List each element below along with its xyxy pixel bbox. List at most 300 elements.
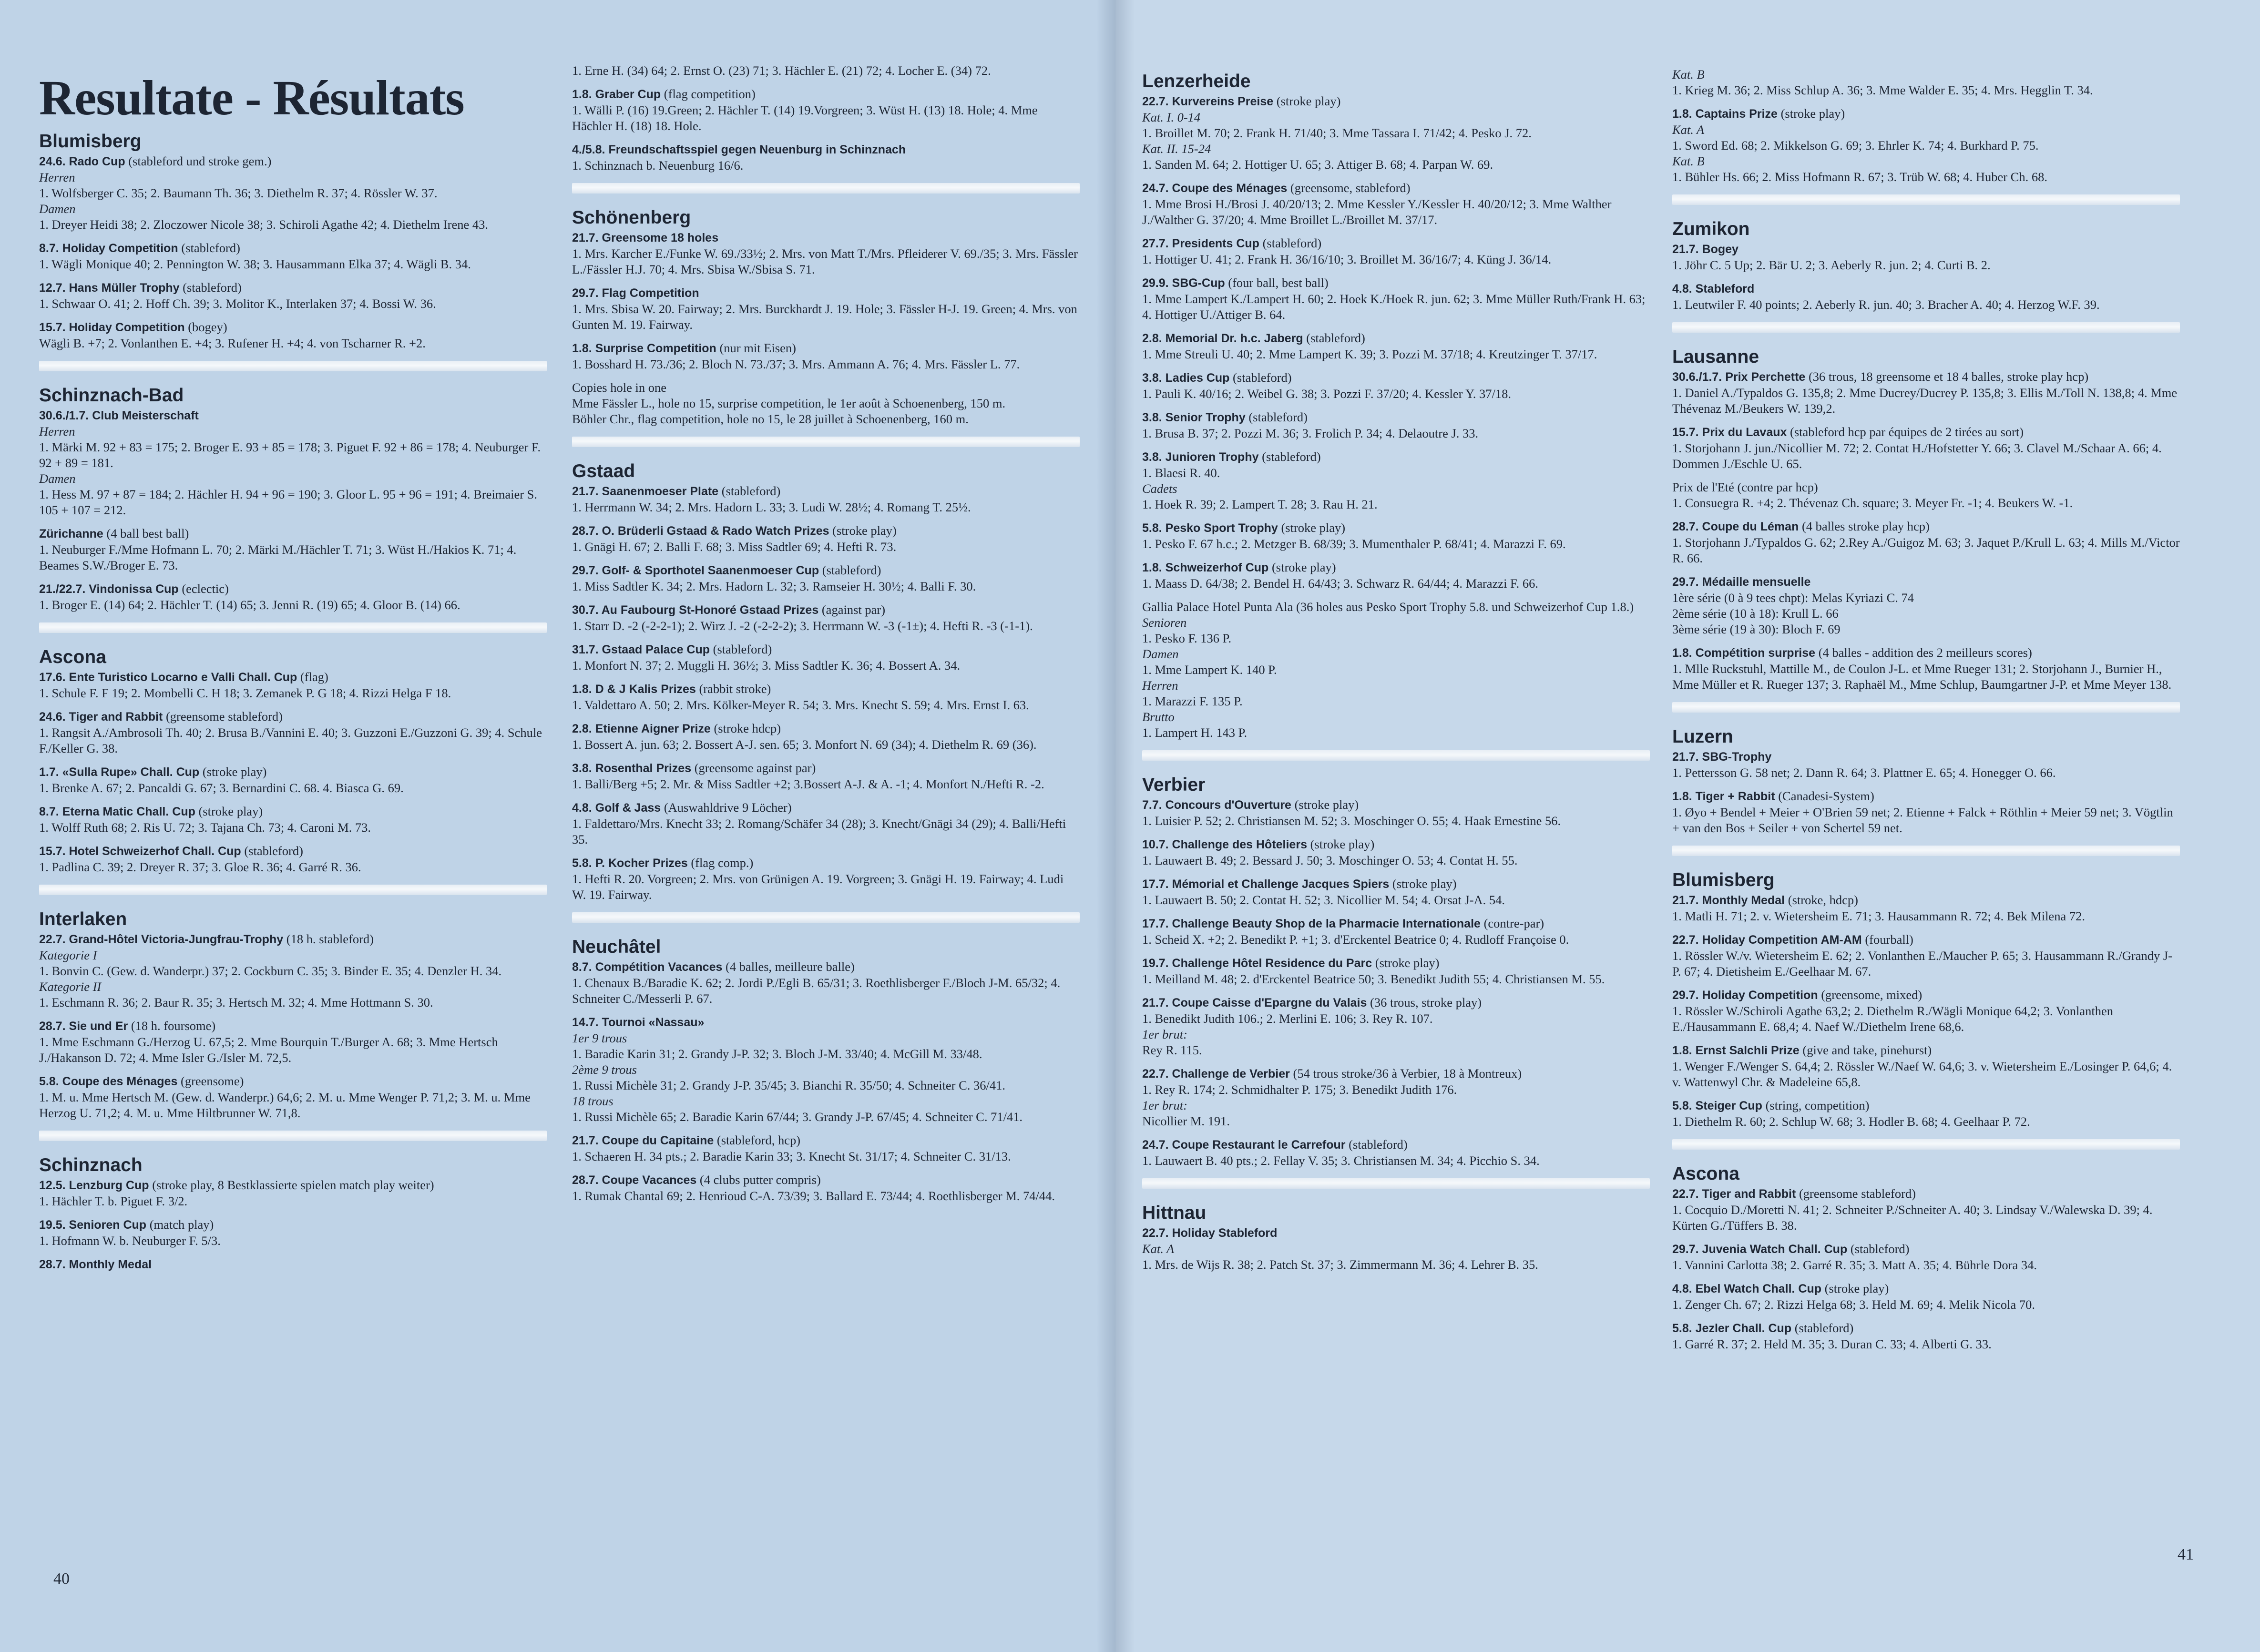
competition-title bbox=[1142, 560, 1650, 576]
competition-format: (fourball) bbox=[1865, 932, 1913, 947]
competition-title bbox=[572, 760, 1080, 776]
competition-format: (bogey) bbox=[188, 320, 227, 334]
competition-name: 3.8. Rosenthal Prizes bbox=[572, 762, 692, 775]
result-line: 1. Broger E. (14) 64; 2. Hächler T. (14) 65; 3. Jenni R. (19) 65; 4. Gloor B. (14) 66. bbox=[39, 598, 460, 612]
competition-result bbox=[572, 1014, 1080, 1125]
result-line: Mme Fässler L., hole no 15, surprise competition, le 1er août à Schoenenberg, 150 m. bbox=[572, 396, 1006, 410]
column-1 bbox=[39, 71, 547, 1280]
result-line: 1. M. u. Mme Hertsch M. (Gew. d. Wanderpr.) 64,6; 2. M. u. Mme Wenger P. 71,2; 3. M. u. Mme Herzog U. 71,2; 4. M. u. Mme Hiltbrunner W. 71,8. bbox=[39, 1090, 531, 1120]
competition-name: 8.7. Compétition Vacances bbox=[572, 960, 723, 974]
competition-result bbox=[39, 526, 547, 573]
competition-result bbox=[572, 380, 1080, 427]
competition-title bbox=[1672, 645, 2180, 661]
competition-format: (stroke, hdcp) bbox=[1788, 893, 1858, 907]
category-label: 1er brut: bbox=[1142, 1027, 1187, 1041]
result-line: 1. Monfort N. 37; 2. Muggli H. 36½; 3. Miss Sadtler K. 36; 4. Bossert A. 34. bbox=[572, 658, 961, 673]
competition-format: (stroke play) bbox=[1780, 106, 1845, 121]
competition-title bbox=[1672, 892, 2180, 908]
competition-title bbox=[572, 483, 1080, 500]
competition-result bbox=[39, 764, 547, 796]
competition-format: (stableford) bbox=[1306, 331, 1365, 345]
club-heading: Interlaken bbox=[39, 909, 127, 929]
competition-title bbox=[1672, 1320, 2180, 1336]
result-line: 1. Schwaar O. 41; 2. Hoff Ch. 39; 3. Molitor K., Interlaken 37; 4. Bossi W. 36. bbox=[39, 296, 436, 311]
competition-title bbox=[572, 142, 1080, 158]
competition-result bbox=[1672, 424, 2180, 472]
result-line: 1. Bosshard H. 73./36; 2. Bloch N. 73./37; 3. Mrs. Ammann A. 76; 4. Mrs. Fässler L. 77. bbox=[572, 357, 1020, 371]
competition-name: 22.7. Holiday Competition AM-AM bbox=[1672, 933, 1862, 947]
competition-result bbox=[1142, 916, 1650, 948]
page-gutter bbox=[1096, 0, 1135, 1652]
competition-result bbox=[1672, 645, 2180, 693]
competition-title bbox=[1672, 788, 2180, 805]
competition-format: (Canadesi-System) bbox=[1778, 789, 1874, 803]
result-line: 1. Padlina C. 39; 2. Dreyer R. 37; 3. Gloe R. 36; 4. Garré R. 36. bbox=[39, 860, 361, 874]
competition-title bbox=[1142, 876, 1650, 892]
competition-format: (stableford) bbox=[1248, 410, 1308, 424]
result-line: 1. Wolfsberger C. 35; 2. Baumann Th. 36; 3. Diethelm R. 37; 4. Rössler W. 37. bbox=[39, 186, 438, 200]
result-line: 1. Sanden M. 64; 2. Hottiger U. 65; 3. Attiger B. 68; 4. Parpan W. 69. bbox=[1142, 157, 1493, 172]
competition-name: 4.8. Stableford bbox=[1672, 282, 1755, 296]
competition-name: 29.7. Juvenia Watch Chall. Cup bbox=[1672, 1243, 1848, 1256]
competition-title bbox=[39, 804, 547, 820]
competition-title bbox=[39, 709, 547, 725]
club-heading: Luzern bbox=[1672, 726, 1733, 747]
competition-name: 28.7. Sie und Er bbox=[39, 1020, 128, 1033]
club-heading: Neuchâtel bbox=[572, 937, 661, 957]
competition-result bbox=[39, 240, 547, 272]
competition-title bbox=[1142, 1225, 1650, 1241]
competition-name: 12.5. Lenzburg Cup bbox=[39, 1179, 149, 1192]
competition-title bbox=[1672, 1098, 2180, 1114]
result-line: 1. Lauwaert B. 50; 2. Contat H. 52; 3. Nicollier M. 54; 4. Orsat J-A. 54. bbox=[1142, 893, 1505, 907]
result-line: 1. Øyo + Bendel + Meier + O'Brien 59 net; 2. Etienne + Falck + Röthlin + Meier 59 net; 3. Vögtlin + van den Bos + Seiler + von Schertel 59 net. bbox=[1672, 805, 2173, 835]
result-line: Copies hole in one bbox=[572, 380, 666, 395]
result-line: 1. Mme Streuli U. 40; 2. Mme Lampert K. 39; 3. Pozzi M. 37/18; 4. Kreutzinger T. 37/17. bbox=[1142, 347, 1597, 361]
competition-result bbox=[572, 602, 1080, 634]
competition-result bbox=[39, 1177, 547, 1209]
competition-format: (stableford) bbox=[1349, 1137, 1408, 1152]
competition-name: 30.6./1.7. Prix Perchette bbox=[1672, 370, 1806, 384]
competition-result bbox=[39, 804, 547, 836]
result-line: 2ème série (10 à 18): Krull L. 66 bbox=[1672, 606, 1839, 621]
competition-title bbox=[39, 581, 547, 597]
club-heading: Verbier bbox=[1142, 775, 1206, 795]
competition-title bbox=[572, 855, 1080, 871]
competition-result bbox=[39, 1018, 547, 1066]
competition-name: 1.8. Compétition surprise bbox=[1672, 646, 1816, 660]
result-line: Böhler Chr., flag competition, hole no 15, le 28 juillet à Schoenenberg, 160 m. bbox=[572, 412, 969, 426]
result-line: 1. Rumak Chantal 69; 2. Henrioud C-A. 73/39; 3. Ballard E. 73/44; 4. Roethlisberger M. 74/44. bbox=[572, 1189, 1055, 1203]
page-number-right: 41 bbox=[2178, 1546, 2194, 1563]
competition-format: (flag competition) bbox=[664, 87, 756, 101]
result-line: 1. Zenger Ch. 67; 2. Rizzi Helga 68; 3. Held M. 69; 4. Melik Nicola 70. bbox=[1672, 1297, 2035, 1312]
competition-format: (4 balles, meilleure balle) bbox=[726, 959, 855, 974]
club-heading: Schönenberg bbox=[572, 207, 691, 228]
competition-name: 10.7. Challenge des Hôteliers bbox=[1142, 838, 1307, 851]
competition-result bbox=[1142, 1137, 1650, 1169]
competition-title bbox=[39, 1073, 547, 1090]
competition-title bbox=[1142, 449, 1650, 465]
result-line: 1. Cocquio D./Moretti N. 41; 2. Schneiter P./Schneiter A. 40; 3. Lindsay V./Walewska D. 39; 4. Kürten G./Tüffers B. 38. bbox=[1672, 1203, 2153, 1233]
competition-result bbox=[39, 931, 547, 1010]
competition-result bbox=[1672, 1241, 2180, 1273]
result-line: 1. Krieg M. 36; 2. Miss Schlup A. 36; 3. Mme Walder E. 35; 4. Mrs. Hegglin T. 34. bbox=[1672, 83, 2093, 97]
competition-title bbox=[1142, 235, 1650, 252]
competition-result bbox=[1142, 836, 1650, 868]
competition-result bbox=[1142, 599, 1650, 741]
competition-name: 29.7. Médaille mensuelle bbox=[1672, 575, 1811, 589]
competition-name: 8.7. Eterna Matic Chall. Cup bbox=[39, 805, 195, 818]
competition-name: 24.7. Coupe des Ménages bbox=[1142, 182, 1288, 195]
competition-name: 8.7. Holiday Competition bbox=[39, 242, 178, 255]
competition-name: 12.7. Hans Müller Trophy bbox=[39, 281, 180, 295]
result-line: 1. Mrs. Karcher E./Funke W. 69./33½; 2. Mrs. von Matt T./Mrs. Pfleiderer V. 69./35; 3. Mrs. Fässler L./Fässler H.J. 70; 4. Mrs. Sbisa W./Sbisa S. 71. bbox=[572, 246, 1078, 276]
competition-title bbox=[1672, 106, 2180, 122]
competition-format: (stroke play) bbox=[1392, 877, 1457, 891]
competition-name: 21.7. Coupe Caisse d'Epargne du Valais bbox=[1142, 996, 1367, 1010]
competition-title bbox=[1672, 1241, 2180, 1257]
result-line: 1. Storjohann J. jun./Nicollier M. 72; 2. Contat H./Hofstetter Y. 66; 3. Clavel M./Schaar A. 66; 4. Dommen J./Eschle U. 65. bbox=[1672, 441, 2162, 471]
result-line: 1. Pesko F. 67 h.c.; 2. Metzger B. 68/39; 3. Mumenthaler P. 68/41; 4. Marazzi F. 69. bbox=[1142, 537, 1566, 551]
competition-title bbox=[1672, 281, 2180, 297]
competition-name: 17.7. Mémorial et Challenge Jacques Spiers bbox=[1142, 877, 1390, 891]
competition-name: 2.8. Etienne Aigner Prize bbox=[572, 722, 711, 735]
competition-format: (four ball, best ball) bbox=[1228, 275, 1329, 290]
competition-format: (against par) bbox=[821, 602, 886, 617]
competition-result bbox=[1672, 519, 2180, 566]
competition-result bbox=[572, 681, 1080, 713]
competition-name: 21.7. SBG-Trophy bbox=[1672, 750, 1772, 764]
competition-format: (stableford) bbox=[1262, 449, 1321, 464]
competition-result bbox=[1142, 797, 1650, 829]
competition-name: 3.8. Senior Trophy bbox=[1142, 411, 1246, 424]
competition-name: 4./5.8. Freundschaftsspiel gegen Neuenburg in Schinznach bbox=[572, 143, 906, 156]
competition-name: 7.7. Concours d'Ouverture bbox=[1142, 798, 1291, 812]
competition-title bbox=[572, 721, 1080, 737]
competition-title bbox=[1672, 241, 2180, 257]
result-line: 1. Brenke A. 67; 2. Pancaldi G. 67; 3. Bernardini C. 68. 4. Biasca G. 69. bbox=[39, 781, 404, 795]
competition-name: 5.8. P. Kocher Prizes bbox=[572, 857, 688, 870]
result-line: 1. Bonvin C. (Gew. d. Wanderpr.) 37; 2. Cockburn C. 35; 3. Binder E. 35; 4. Denzler H. 34. bbox=[39, 964, 502, 978]
competition-title bbox=[1142, 180, 1650, 196]
competition-title bbox=[572, 285, 1080, 301]
competition-name: 14.7. Tournoi «Nassau» bbox=[572, 1016, 705, 1029]
result-line: 1ère série (0 à 9 tees chpt): Melas Kyriazi C. 74 bbox=[1672, 591, 1914, 605]
category-label: Kategorie I bbox=[39, 948, 97, 962]
competition-title bbox=[1672, 932, 2180, 948]
competition-result bbox=[572, 1172, 1080, 1204]
competition-format: (stroke play) bbox=[1294, 797, 1359, 812]
result-line: 1. Pesko F. 136 P. bbox=[1142, 631, 1232, 645]
competition-title bbox=[1142, 409, 1650, 426]
competition-result bbox=[39, 843, 547, 875]
result-line: 1. Wenger F./Wenger S. 64,4; 2. Rössler W./Naef W. 64,6; 3. v. Wietersheim E./Losinger P. 64,6; 4. v. Wattenwyl Chr. & Madeleine 65,8. bbox=[1672, 1059, 2172, 1089]
category-label: 18 trous bbox=[572, 1094, 614, 1108]
competition-name: 5.8. Pesko Sport Trophy bbox=[1142, 521, 1278, 535]
result-line: 1. Eschmann R. 36; 2. Baur R. 35; 3. Hertsch M. 32; 4. Mme Hottmann S. 30. bbox=[39, 995, 433, 1010]
page-number-left: 40 bbox=[53, 1570, 70, 1588]
competition-result bbox=[39, 1217, 547, 1249]
competition-result bbox=[572, 142, 1080, 173]
result-line: 1. Pauli K. 40/16; 2. Weibel G. 38; 3. Pozzi F. 37/20; 4. Kessler Y. 37/18. bbox=[1142, 387, 1512, 401]
category-label: Herren bbox=[1142, 678, 1178, 693]
result-line: 1. Märki M. 92 + 83 = 175; 2. Broger E. 93 + 85 = 178; 3. Piguet F. 92 + 86 = 178; 4. Neuburger F. 92 + 89 = 181. bbox=[39, 440, 541, 470]
competition-format: (18 h. stableford) bbox=[286, 932, 374, 946]
competition-title bbox=[39, 526, 547, 542]
competition-name: 3.8. Junioren Trophy bbox=[1142, 450, 1259, 464]
competition-result bbox=[39, 153, 547, 233]
competition-format: (stableford) bbox=[713, 642, 772, 656]
result-line: 1. Russi Michèle 31; 2. Grandy J-P. 35/45; 3. Bianchi R. 35/50; 4. Schneiter C. 36/41. bbox=[572, 1078, 1006, 1092]
competition-result bbox=[39, 408, 547, 518]
competition-title bbox=[572, 681, 1080, 697]
competition-result bbox=[1672, 932, 2180, 979]
club-heading: Lenzerheide bbox=[1142, 71, 1251, 92]
competition-format: (contre-par) bbox=[1483, 916, 1544, 930]
competition-format: (36 trous, 18 greensome et 18 4 balles, stroke play hcp) bbox=[1808, 369, 2089, 384]
competition-name: 5.8. Coupe des Ménages bbox=[39, 1075, 178, 1088]
result-line: 1. Maass D. 64/38; 2. Bendel H. 64/43; 3. Schwarz R. 64/44; 4. Marazzi F. 66. bbox=[1142, 576, 1539, 591]
competition-name: 1.7. «Sulla Rupe» Chall. Cup bbox=[39, 765, 200, 779]
competition-result bbox=[572, 721, 1080, 753]
competition-format: (18 h. foursome) bbox=[131, 1019, 216, 1033]
competition-result bbox=[1672, 106, 2180, 185]
competition-title bbox=[39, 843, 547, 859]
club-heading: Hittnau bbox=[1142, 1203, 1207, 1223]
result-line: 1. Hottiger U. 41; 2. Frank H. 36/16/10; 3. Broillet M. 36/16/7; 4. Küng J. 36/14. bbox=[1142, 252, 1552, 266]
competition-name: 1.8. Schweizerhof Cup bbox=[1142, 561, 1269, 574]
competition-title bbox=[1142, 275, 1650, 291]
competition-result bbox=[572, 800, 1080, 847]
competition-name: 29.7. Holiday Competition bbox=[1672, 989, 1818, 1002]
competition-result bbox=[1672, 1281, 2180, 1313]
competition-name: 27.7. Presidents Cup bbox=[1142, 237, 1259, 250]
result-line: 1. Hächler T. b. Piguet F. 3/2. bbox=[39, 1194, 188, 1208]
category-label: 1er 9 trous bbox=[572, 1031, 627, 1045]
competition-title bbox=[1672, 1281, 2180, 1297]
section-divider bbox=[39, 1131, 547, 1141]
competition-result bbox=[1142, 1066, 1650, 1129]
competition-format: (stableford) bbox=[1233, 370, 1292, 385]
competition-format: (4 balles - addition des 2 meilleurs scores) bbox=[1818, 645, 2032, 660]
competition-format: (stroke play) bbox=[202, 765, 267, 779]
competition-title bbox=[1672, 369, 2180, 385]
category-label: Kat. II. 15-24 bbox=[1142, 142, 1211, 156]
competition-title bbox=[39, 240, 547, 256]
competition-format: (stroke play) bbox=[832, 523, 897, 538]
competition-title bbox=[1142, 916, 1650, 932]
result-line: 1. Consuegra R. +4; 2. Thévenaz Ch. square; 3. Meyer Fr. -1; 4. Beukers W. -1. bbox=[1672, 496, 2073, 510]
result-line: 1. Meilland M. 48; 2. d'Erckentel Beatrice 50; 3. Benedikt Judith 55; 4. Christiansen M. 55. bbox=[1142, 972, 1605, 986]
competition-title bbox=[1672, 519, 2180, 535]
competition-result bbox=[1142, 330, 1650, 362]
competition-name: 22.7. Grand-Hôtel Victoria-Jungfrau-Trophy bbox=[39, 933, 284, 946]
competition-name: 30.7. Au Faubourg St-Honoré Gstaad Prizes bbox=[572, 603, 819, 617]
section-divider bbox=[572, 437, 1080, 447]
competition-name: 1.8. D & J Kalis Prizes bbox=[572, 683, 696, 696]
competition-result bbox=[1142, 409, 1650, 441]
competition-title bbox=[572, 86, 1080, 102]
result-line: 1. Gnägi H. 67; 2. Balli F. 68; 3. Miss Sadtler 69; 4. Hefti R. 73. bbox=[572, 540, 897, 554]
result-line: 1. Lauwaert B. 49; 2. Bessard J. 50; 3. Moschinger O. 53; 4. Contat H. 55. bbox=[1142, 853, 1518, 867]
category-label: Kat. I. 0-14 bbox=[1142, 110, 1201, 124]
result-line: 1. Vannini Carlotta 38; 2. Garré R. 35; 3. Matt A. 35; 4. Bührle Dora 34. bbox=[1672, 1258, 2037, 1272]
result-line: 1. Schaeren H. 34 pts.; 2. Baradie Karin 33; 3. Knecht St. 31/17; 4. Schneiter C. 31/13. bbox=[572, 1149, 1011, 1163]
competition-result bbox=[572, 285, 1080, 333]
result-line: 1. Scheid X. +2; 2. Benedikt P. +1; 3. d'Erckentel Beatrice 0; 4. Rudloff Françoise 0. bbox=[1142, 932, 1569, 947]
competition-result bbox=[1142, 1225, 1650, 1273]
competition-name: 15.7. Prix du Lavaux bbox=[1672, 426, 1787, 439]
competition-name: 22.7. Challenge de Verbier bbox=[1142, 1067, 1290, 1081]
category-label: Herren bbox=[39, 170, 75, 184]
competition-format: (stableford) bbox=[822, 563, 881, 577]
competition-title bbox=[1142, 93, 1650, 110]
competition-title bbox=[1142, 520, 1650, 536]
column-3 bbox=[1142, 67, 1650, 1280]
result-line: 1. Starr D. -2 (-2-2-1); 2. Wirz J. -2 (-2-2-2); 3. Herrmann W. -3 (-1±); 4. Hefti R. -3 (-1-1). bbox=[572, 619, 1033, 633]
competition-result bbox=[1672, 987, 2180, 1035]
competition-title bbox=[39, 1256, 547, 1273]
competition-name: 21.7. Coupe du Capitaine bbox=[572, 1134, 714, 1147]
competition-name: 29.7. Flag Competition bbox=[572, 286, 699, 300]
competition-name: 21.7. Bogey bbox=[1672, 243, 1738, 256]
competition-result bbox=[1142, 955, 1650, 987]
competition-title bbox=[1142, 836, 1650, 853]
result-line: 1. Benedikt Judith 106.; 2. Merlini E. 106; 3. Rey R. 107. bbox=[1142, 1011, 1433, 1026]
competition-format: (4 ball best ball) bbox=[106, 526, 189, 540]
competition-result bbox=[39, 1256, 547, 1273]
competition-format: (54 trous stroke/36 à Verbier, 18 à Montreux) bbox=[1293, 1066, 1522, 1081]
category-label: Damen bbox=[39, 471, 76, 486]
result-line: 1. Garré R. 37; 2. Held M. 35; 3. Duran C. 33; 4. Alberti G. 33. bbox=[1672, 1337, 1992, 1351]
result-line: 1. Mme Lampert K. 140 P. bbox=[1142, 663, 1277, 677]
competition-name: 28.7. Coupe Vacances bbox=[572, 1173, 697, 1187]
competition-result bbox=[572, 562, 1080, 594]
competition-result bbox=[1142, 93, 1650, 173]
result-line: 1. Baradie Karin 31; 2. Grandy J-P. 32; 3. Bloch J-M. 33/40; 4. McGill M. 33/48. bbox=[572, 1047, 982, 1061]
category-label: Kat. B bbox=[1672, 154, 1705, 168]
column-4 bbox=[1672, 67, 2180, 1360]
result-line: 1. Hefti R. 20. Vorgreen; 2. Mrs. von Grünigen A. 19. Vorgreen; 3. Gnägi H. 19. Fairway; 4. Ludi W. 19. Fairway. bbox=[572, 872, 1064, 902]
competition-result bbox=[572, 340, 1080, 372]
competition-name: 24.7. Coupe Restaurant le Carrefour bbox=[1142, 1138, 1346, 1152]
competition-format: (rabbit stroke) bbox=[699, 682, 771, 696]
competition-name: 15.7. Holiday Competition bbox=[39, 321, 185, 334]
section-divider bbox=[572, 912, 1080, 923]
section-divider bbox=[1142, 1178, 1650, 1189]
competition-title bbox=[1142, 1137, 1650, 1153]
competition-title bbox=[572, 1172, 1080, 1188]
competition-title bbox=[572, 602, 1080, 618]
category-label: Kat. B bbox=[1672, 67, 1705, 82]
result-line: Nicollier M. 191. bbox=[1142, 1114, 1230, 1128]
competition-result bbox=[1142, 876, 1650, 908]
competition-format: (stableford) bbox=[1794, 1321, 1854, 1335]
competition-format: (stroke play) bbox=[1310, 837, 1375, 851]
club-heading: Blumisberg bbox=[39, 131, 142, 152]
result-line: 1. Diethelm R. 60; 2. Schlup W. 68; 3. Hodler B. 68; 4. Geelhaar P. 72. bbox=[1672, 1114, 2030, 1129]
competition-title bbox=[572, 1132, 1080, 1149]
result-line: 1. Lauwaert B. 40 pts.; 2. Fellay V. 35; 3. Christiansen M. 34; 4. Picchio S. 34. bbox=[1142, 1153, 1540, 1168]
competition-name: 21.7. Greensome 18 holes bbox=[572, 231, 719, 245]
competition-result bbox=[572, 1132, 1080, 1164]
result-line: 1. Bühler Hs. 66; 2. Miss Hofmann R. 67; 3. Trüb W. 68; 4. Huber Ch. 68. bbox=[1672, 170, 2047, 184]
competition-name: 22.7. Holiday Stableford bbox=[1142, 1226, 1278, 1240]
competition-title bbox=[1672, 987, 2180, 1003]
competition-name: 5.8. Jezler Chall. Cup bbox=[1672, 1322, 1792, 1335]
result-line: 1. Rangsit A./Ambrosoli Th. 40; 2. Brusa B./Vannini E. 40; 3. Guzzoni E./Guzzoni G. 39; 4. Schule F./Keller G. 38. bbox=[39, 725, 542, 755]
club-heading: Blumisberg bbox=[1672, 870, 1775, 890]
club-heading: Ascona bbox=[39, 647, 106, 667]
competition-name: 17.7. Challenge Beauty Shop de la Pharmacie Internationale bbox=[1142, 917, 1481, 930]
result-line: 1. Leutwiler F. 40 points; 2. Aeberly R. jun. 40; 3. Bracher A. 40; 4. Herzog W.F. 39. bbox=[1672, 297, 2100, 312]
result-line: 1. Storjohann J./Typaldos G. 62; 2.Rey A./Guigoz M. 63; 3. Jaquet P./Krull L. 63; 4. Mills M./Victor R. 66. bbox=[1672, 535, 2180, 565]
club-heading: Ascona bbox=[1672, 1163, 1739, 1184]
result-line: 1. Wolff Ruth 68; 2. Ris U. 72; 3. Tajana Ch. 73; 4. Caroni M. 73. bbox=[39, 820, 371, 835]
result-line: 1. Schule F. F 19; 2. Mombelli C. H 18; 3. Zemanek P. G 18; 4. Rizzi Helga F 18. bbox=[39, 686, 451, 700]
competition-name: 28.7. Coupe du Léman bbox=[1672, 520, 1799, 533]
competition-title bbox=[572, 800, 1080, 816]
result-line: 1. Mme Eschmann G./Herzog U. 67,5; 2. Mme Bourquin T./Burger A. 68; 3. Mme Hertsch J./Hakanson D. 72; 4. Mme Isler G./Isler M. 72,5. bbox=[39, 1035, 498, 1065]
competition-result bbox=[39, 709, 547, 756]
result-line: 1. Faldettaro/Mrs. Knecht 33; 2. Romang/Schäfer 34 (28); 3. Knecht/Gnägi 34 (29); 4. Balli/Hefti 35. bbox=[572, 816, 1066, 846]
competition-title bbox=[1142, 995, 1650, 1011]
competition-title bbox=[1142, 797, 1650, 813]
competition-title bbox=[1142, 330, 1650, 347]
section-divider bbox=[1672, 1139, 2180, 1150]
competition-result bbox=[1142, 180, 1650, 228]
result-line: 1. Marazzi F. 135 P. bbox=[1142, 694, 1243, 708]
competition-format: (stroke play) bbox=[1375, 956, 1440, 970]
category-label: Senioren bbox=[1142, 615, 1187, 630]
competition-title bbox=[39, 1217, 547, 1233]
competition-name: 24.6. Tiger and Rabbit bbox=[39, 710, 163, 724]
competition-title bbox=[1142, 370, 1650, 386]
competition-result bbox=[572, 230, 1080, 277]
result-line: 1. Wägli Monique 40; 2. Pennington W. 38; 3. Hausammann Elka 37; 4. Wägli B. 34. bbox=[39, 257, 471, 271]
competition-title bbox=[39, 669, 547, 685]
competition-result bbox=[572, 63, 1080, 79]
result-line: 1. Rey R. 174; 2. Schmidhalter P. 175; 3. Benedikt Judith 176. bbox=[1142, 1082, 1457, 1097]
competition-format: (greensome) bbox=[181, 1074, 244, 1088]
result-line: 1. Herrmann W. 34; 2. Mrs. Hadorn L. 33; 3. Ludi W. 28½; 4. Romang T. 25½. bbox=[572, 500, 971, 514]
club-heading: Lausanne bbox=[1672, 347, 1759, 367]
competition-title bbox=[1672, 424, 2180, 440]
section-divider bbox=[1672, 194, 2180, 205]
competition-result bbox=[572, 483, 1080, 515]
competition-name: 1.8. Captains Prize bbox=[1672, 107, 1778, 121]
competition-format: (stableford, hcp) bbox=[716, 1133, 801, 1147]
section-divider bbox=[1672, 846, 2180, 856]
result-line: 1. Luisier P. 52; 2. Christiansen M. 52; 3. Moschinger O. 55; 4. Haak Ernestine 56. bbox=[1142, 814, 1561, 828]
result-line: 1. Erne H. (34) 64; 2. Ernst O. (23) 71; 3. Hächler E. (21) 72; 4. Locher E. (34) 72. bbox=[572, 63, 991, 78]
competition-result bbox=[1672, 479, 2180, 511]
competition-result bbox=[572, 523, 1080, 555]
competition-result bbox=[1142, 995, 1650, 1058]
competition-name: 1.8. Graber Cup bbox=[572, 88, 661, 101]
competition-result bbox=[1142, 449, 1650, 512]
category-label: 1er brut: bbox=[1142, 1098, 1187, 1112]
competition-format: (stableford) bbox=[1850, 1242, 1910, 1256]
competition-name: 21./22.7. Vindonissa Cup bbox=[39, 582, 179, 596]
competition-name: 1.8. Surprise Competition bbox=[572, 342, 716, 355]
section-divider bbox=[1142, 750, 1650, 761]
result-line: 1. Hofmann W. b. Neuburger F. 5/3. bbox=[39, 1234, 221, 1248]
competition-format: (stroke play) bbox=[1271, 560, 1336, 574]
competition-title bbox=[1142, 1066, 1650, 1082]
competition-result bbox=[572, 86, 1080, 134]
